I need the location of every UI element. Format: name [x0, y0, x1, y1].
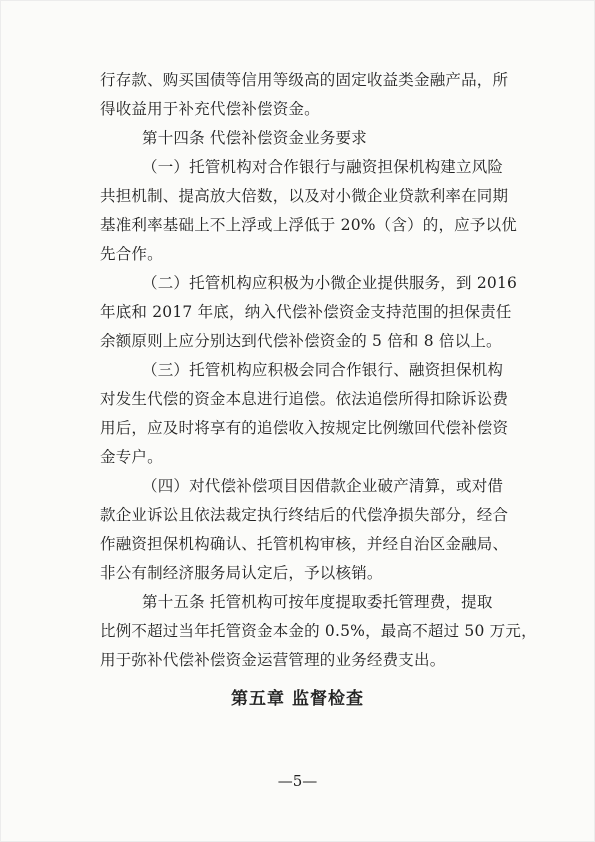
text-line: 得收益用于补充代偿补偿资金。 [100, 100, 320, 118]
text-line: 用后，应及时将享有的追偿收入按规定比例缴回代偿补偿资 [100, 419, 509, 437]
text-line: 金专户。 [100, 448, 163, 466]
article-14-title: 第十四条 代偿补偿资金业务要求 [142, 129, 367, 147]
text-line: 比例不超过当年托管资金本金的 0.5%，最高不超过 50 万元， [100, 622, 537, 640]
text-line: （四）对代偿补偿项目因借款企业破产清算，或对借 [142, 477, 504, 495]
text-line: （三）托管机构应积极会同合作银行、融资担保机构 [142, 361, 504, 379]
text-line: 对发生代偿的资金本息进行追偿。依法追偿所得扣除诉讼费 [100, 390, 509, 408]
article-15-title: 第十五条 托管机构可按年度提取委托管理费，提取 [142, 593, 493, 611]
text-line: （一）托管机构对合作银行与融资担保机构建立风险 [142, 158, 504, 176]
chapter-heading: 第五章 监督检查 [231, 689, 364, 709]
text-line: 共担机制、提高放大倍数，以及对小微企业贷款利率在同期 [100, 187, 509, 205]
text-line: 年底和 2017 年底，纳入代偿补偿资金支持范围的担保责任 [100, 303, 512, 321]
page-number: —5— [277, 772, 318, 790]
text-line: （二）托管机构应积极为小微企业提供服务，到 2016 [142, 274, 518, 292]
text-line: 余额原则上应分别达到代偿补偿资金的 5 倍和 8 倍以上。 [100, 332, 502, 350]
text-line: 作融资担保机构确认、托管机构审核，并经自治区金融局、 [100, 535, 509, 553]
text-line: 用于弥补代偿补偿资金运营管理的业务经费支出。 [100, 651, 446, 669]
text-line: 先合作。 [100, 245, 163, 263]
text-line: 非公有制经济服务局认定后，予以核销。 [100, 564, 383, 582]
text-line: 款企业诉讼且依法裁定执行终结后的代偿净损失部分，经合 [100, 506, 509, 524]
text-line: 基准利率基础上不上浮或上浮低于 20%（含）的，应予以优 [100, 216, 517, 234]
text-line: 行存款、购买国债等信用等级高的固定收益类金融产品，所 [100, 71, 509, 89]
